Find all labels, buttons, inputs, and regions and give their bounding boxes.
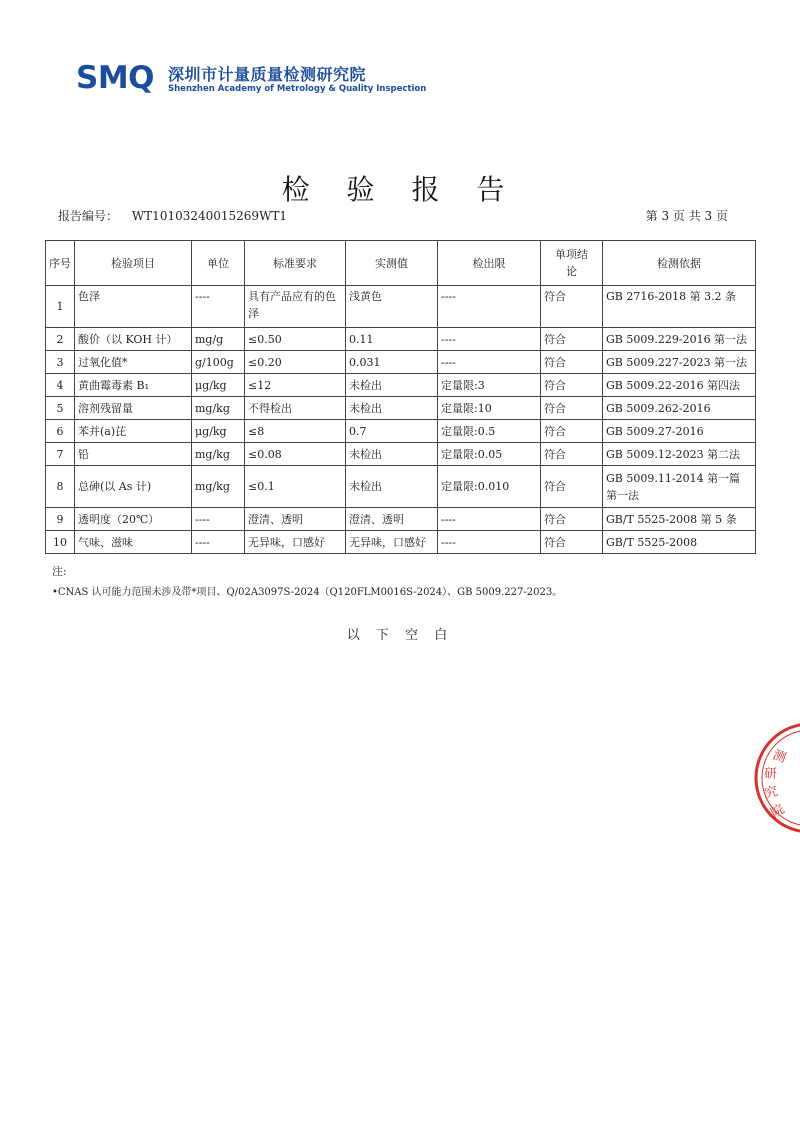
table-cell: 6 — [46, 420, 75, 443]
table-cell: GB/T 5525-2008 第 5 条 — [603, 508, 756, 531]
table-cell: ---- — [192, 508, 245, 531]
table-cell: ---- — [192, 286, 245, 328]
table-row — [46, 351, 756, 374]
table-cell: 5 — [46, 397, 75, 420]
org-name-en: Shenzhen Academy of Metrology & Quality Inspection — [168, 84, 427, 94]
table-cell: GB 5009.229-2016 第一法 — [603, 328, 756, 351]
table-cell: 澄清、透明 — [245, 508, 346, 531]
table-cell: 7 — [46, 443, 75, 466]
table-row — [46, 374, 756, 397]
table-cell: 无异味，口感好 — [346, 531, 438, 554]
header-cell: 检验项目 — [75, 241, 192, 286]
table-cell: 9 — [46, 508, 75, 531]
blank-below-marker: 以 下 空 白 — [346, 628, 454, 643]
page-indicator: 第 3 页 共 3 页 — [645, 209, 728, 223]
table-cell: 8 — [46, 466, 75, 508]
table-cell: GB 5009.11-2014 第一篇 第一法 — [603, 466, 756, 508]
table-cell: g/100g — [192, 351, 245, 374]
report-number-value: WT10103240015269WT1 — [131, 209, 288, 223]
table-cell: 未检出 — [346, 374, 438, 397]
table-cell: ≤12 — [245, 374, 346, 397]
table-cell: GB 2716-2018 第 3.2 条 — [603, 286, 756, 328]
table-cell: ---- — [438, 351, 541, 374]
table-cell: 色泽 — [75, 286, 192, 328]
table-cell: GB/T 5525-2008 — [603, 531, 756, 554]
table-cell: 定量限:10 — [438, 397, 541, 420]
table-cell: 2 — [46, 328, 75, 351]
table-cell: 溶剂残留量 — [75, 397, 192, 420]
svg-text:测: 测 — [770, 747, 788, 767]
table-cell: ≤8 — [245, 420, 346, 443]
header-cell: 实测值 — [346, 241, 438, 286]
table-cell: 透明度（20℃） — [75, 508, 192, 531]
table-row — [46, 286, 756, 328]
table-cell: 10 — [46, 531, 75, 554]
table-cell: 符合 — [541, 397, 603, 420]
table-cell: μg/kg — [192, 374, 245, 397]
svg-text:院: 院 — [768, 801, 788, 822]
table-cell: 定量限:0.010 — [438, 466, 541, 508]
header-cell: 序号 — [46, 241, 75, 286]
svg-text:究: 究 — [763, 784, 780, 802]
table-cell: ---- — [438, 508, 541, 531]
table-cell: 定量限:0.5 — [438, 420, 541, 443]
table-cell: mg/kg — [192, 443, 245, 466]
table-row — [46, 420, 756, 443]
table-row — [46, 397, 756, 420]
table-cell: 符合 — [541, 531, 603, 554]
table-cell: 酸价（以 KOH 计） — [75, 328, 192, 351]
table-cell: μg/kg — [192, 420, 245, 443]
table-cell: 1 — [46, 286, 75, 328]
table-cell: ---- — [438, 328, 541, 351]
report-number — [58, 207, 287, 224]
table-cell: 黄曲霉毒素 B₁ — [75, 374, 192, 397]
header-cell: 检测依据 — [603, 241, 756, 286]
table-cell: 未检出 — [346, 443, 438, 466]
table-cell: 符合 — [541, 328, 603, 351]
header-cell: 单位 — [192, 241, 245, 286]
table-cell: 3 — [46, 351, 75, 374]
table-cell: 定量限:0.05 — [438, 443, 541, 466]
table-cell: GB 5009.262-2016 — [603, 397, 756, 420]
table-cell: 浅黄色 — [346, 286, 438, 328]
table-cell: mg/kg — [192, 466, 245, 508]
table-cell: 定量限:3 — [438, 374, 541, 397]
table-cell: 符合 — [541, 374, 603, 397]
table-cell: ---- — [438, 531, 541, 554]
org-name-cn: 深圳市计量质量检测研究院 — [168, 65, 367, 84]
table-cell: 符合 — [541, 351, 603, 374]
table-row — [46, 443, 756, 466]
red-seal-stamp — [750, 718, 800, 838]
document-title: 检 验 报 告 — [281, 173, 519, 206]
table-cell: ---- — [438, 286, 541, 328]
table-cell: 总砷(以 As 计) — [75, 466, 192, 508]
table-cell: ---- — [192, 531, 245, 554]
table-cell: ≤0.50 — [245, 328, 346, 351]
table-cell: 符合 — [541, 466, 603, 508]
table-cell: 气味、滋味 — [75, 531, 192, 554]
notes-label: 注: — [52, 565, 67, 578]
table-cell: 符合 — [541, 443, 603, 466]
table-cell: 未检出 — [346, 397, 438, 420]
table-cell: ≤0.20 — [245, 351, 346, 374]
table-row — [46, 531, 756, 554]
header-cell: 检出限 — [438, 241, 541, 286]
table-cell: 0.7 — [346, 420, 438, 443]
table-cell: 符合 — [541, 420, 603, 443]
svg-text:研: 研 — [764, 767, 778, 782]
table-row — [46, 466, 756, 508]
table-cell: 0.031 — [346, 351, 438, 374]
table-cell: mg/kg — [192, 397, 245, 420]
table-cell: 苯并(a)芘 — [75, 420, 192, 443]
table-cell: ≤0.08 — [245, 443, 346, 466]
header-cell: 单项结论 — [541, 241, 603, 286]
table-cell: GB 5009.12-2023 第二法 — [603, 443, 756, 466]
table-cell: mg/g — [192, 328, 245, 351]
table-cell: 过氧化值* — [75, 351, 192, 374]
table-cell: GB 5009.22-2016 第四法 — [603, 374, 756, 397]
table-row — [46, 508, 756, 531]
table-cell: ≤0.1 — [245, 466, 346, 508]
table-cell: 不得检出 — [245, 397, 346, 420]
table-cell: 铅 — [75, 443, 192, 466]
table-cell: 未检出 — [346, 466, 438, 508]
table-cell: 澄清、透明 — [346, 508, 438, 531]
table-cell: 4 — [46, 374, 75, 397]
table-header-row — [46, 241, 756, 286]
table-row — [46, 328, 756, 351]
table-cell: GB 5009.27-2016 — [603, 420, 756, 443]
notes-text: •CNAS 认可能力范围未涉及带*项目、Q/02A3097S-2024（Q120FLM0016S-2024）、GB 5009.227-2023。 — [52, 587, 563, 598]
table-cell: GB 5009.227-2023 第一法 — [603, 351, 756, 374]
table-cell: 具有产品应有的色泽 — [245, 286, 346, 328]
org-logo — [76, 58, 427, 102]
table-cell: 符合 — [541, 286, 603, 328]
table-cell: 0.11 — [346, 328, 438, 351]
report-number-label: 报告编号： — [58, 209, 119, 223]
logo-mark: SMQ — [76, 60, 155, 96]
table-cell: 无异味，口感好 — [245, 531, 346, 554]
header-cell: 标准要求 — [245, 241, 346, 286]
table-cell: 符合 — [541, 508, 603, 531]
inspection-table — [45, 240, 756, 554]
